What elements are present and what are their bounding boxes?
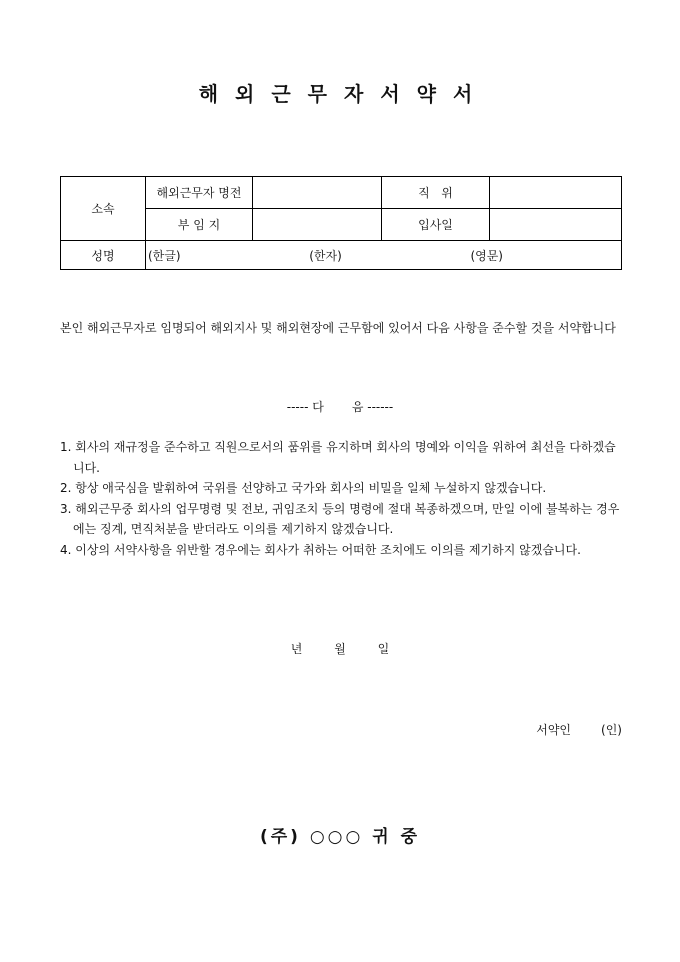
hire-date-label: 입사일 bbox=[382, 209, 490, 241]
list-item: 2. 항상 애국심을 발휘하여 국위를 선양하고 국가와 회사의 비밀을 일체 누설하지 않겠습니다. bbox=[60, 481, 547, 495]
month-label: 월 bbox=[334, 642, 346, 656]
year-label: 년 bbox=[290, 642, 303, 656]
day-label: 일 bbox=[377, 642, 390, 656]
affiliation-label: 소속 bbox=[61, 177, 146, 241]
hire-date-field[interactable] bbox=[490, 209, 622, 241]
list-item: 1. 회사의 재규정을 준수하고 직원으로서의 품위를 유지하며 회사의 명예와 이익을 위하여 최선을 다하겠습니다. bbox=[60, 440, 616, 475]
name-field[interactable] bbox=[146, 241, 622, 270]
signer-label: 서약인 bbox=[536, 723, 572, 737]
assignee-label: 해외근무자 명전 bbox=[146, 177, 253, 209]
pledge-list bbox=[60, 437, 622, 560]
list-item: 4. 이상의 서약사항을 위반할 경우에는 회사가 취하는 어떠한 조치에도 이의를 제기하지 않겠습니다. bbox=[60, 542, 581, 557]
position-label: 직 위 bbox=[382, 177, 490, 209]
divider-heading bbox=[0, 398, 680, 415]
name-hanja-label: (한자) bbox=[309, 248, 342, 263]
position-field[interactable] bbox=[490, 177, 622, 209]
signature-line bbox=[536, 721, 622, 738]
divider-left: ----- 다 bbox=[286, 400, 324, 414]
name-english-label: (영문) bbox=[470, 248, 503, 263]
document-title: 해외근무자서약서 bbox=[198, 82, 490, 106]
name-label: 성명 bbox=[61, 241, 146, 270]
location-field[interactable] bbox=[253, 209, 382, 241]
assignee-field[interactable] bbox=[253, 177, 382, 209]
divider-right: 음 ------ bbox=[351, 400, 394, 414]
list-item: 3. 해외근무중 회사의 업무명령 및 전보, 귀임조치 등의 명령에 절대 복종하겠으며, 만일 이에 불복하는 경우에는 징계, 면직처분을 받더라도 이의를 제기하지 않겠습니다. bbox=[60, 501, 620, 536]
name-korean-label: (한글) bbox=[148, 248, 181, 263]
date-line bbox=[0, 640, 680, 657]
recipient: (주) ○○○ 귀 중 bbox=[259, 827, 421, 847]
intro-paragraph: 본인 해외근무자로 임명되어 해외지사 및 해외현장에 근무함에 있어서 다음 사항을 준수할 것을 서약합니다 bbox=[60, 321, 616, 335]
seal-label: (인) bbox=[601, 723, 622, 737]
info-table bbox=[60, 176, 622, 270]
location-label: 부 임 지 bbox=[146, 209, 253, 241]
